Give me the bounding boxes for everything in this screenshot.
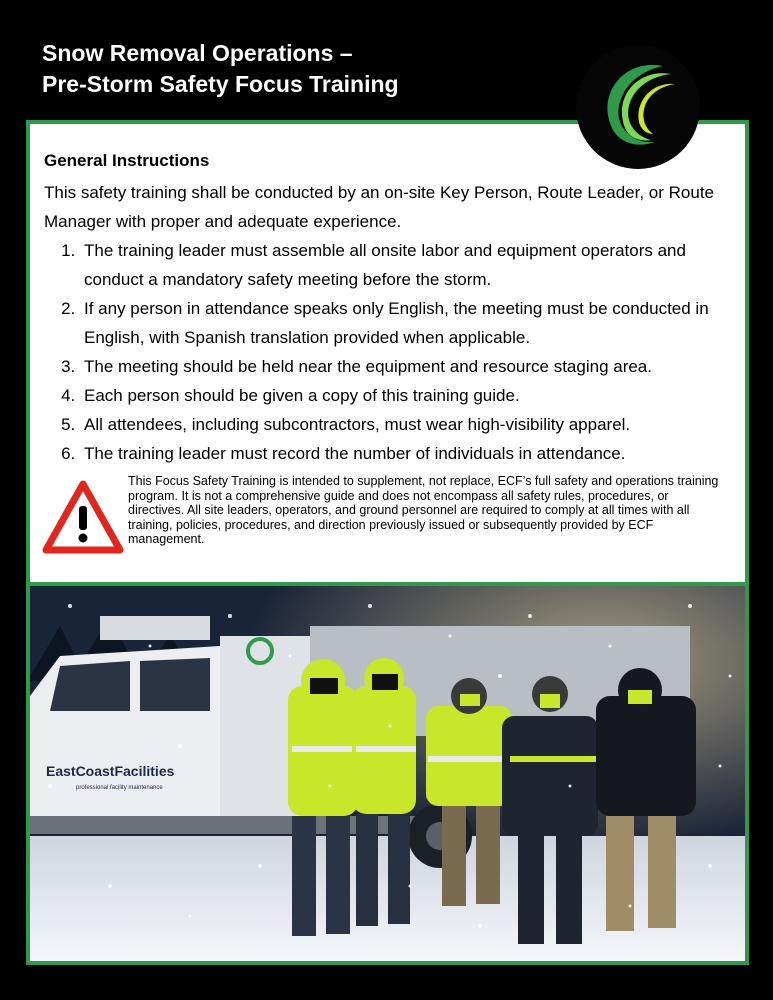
truck-brand-text: EastCoastFacilities [46, 763, 175, 779]
instructions-list [44, 236, 734, 468]
truck-tagline-text: professional facility maintenance [76, 785, 163, 791]
instructions-intro: This safety training shall be conducted by an on-site Key Person, Route Leader, or Route Manager with proper and adequate experience. [44, 183, 715, 231]
page-title [42, 38, 399, 100]
ecf-logo [575, 44, 701, 170]
list-item: 2. If any person in attendance speaks only English, the meeting must be conducted in English, with Spanish translation provided when applicable. [80, 294, 734, 352]
disclaimer-text: This Focus Safety Training is intended to supplement, not replace, ECF’s full safety and operations training program. It is not a comprehensive guide and does not encompass all safety rules, procedures, or directives. All site leaders, operators, and ground personnel are required to comply at all times with all training, policies, procedures, and direction previously issued or subsequently provided by ECF management. [128, 474, 719, 546]
instructions-heading: General Instructions [44, 151, 210, 170]
title-line-2: Pre-Storm Safety Focus Training [42, 71, 399, 97]
list-item: 4. Each person should be given a copy of this training guide. [80, 381, 734, 410]
list-item: 5. All attendees, including subcontractors, must wear high-visibility apparel. [80, 410, 734, 439]
list-item: 6. The training leader must record the number of individuals in attendance. [80, 439, 734, 468]
title-line-1: Snow Removal Operations – [42, 40, 353, 66]
warning-triangle-icon [42, 480, 124, 554]
list-item: 1. The training leader must assemble all onsite labor and equipment operators and conduct a mandatory safety meeting before the storm. [80, 236, 734, 294]
instructions-panel [26, 120, 749, 586]
safety-disclaimer [42, 474, 732, 564]
list-item: 3. The meeting should be held near the equipment and resource staging area. [80, 352, 734, 381]
team-photo [26, 582, 749, 965]
